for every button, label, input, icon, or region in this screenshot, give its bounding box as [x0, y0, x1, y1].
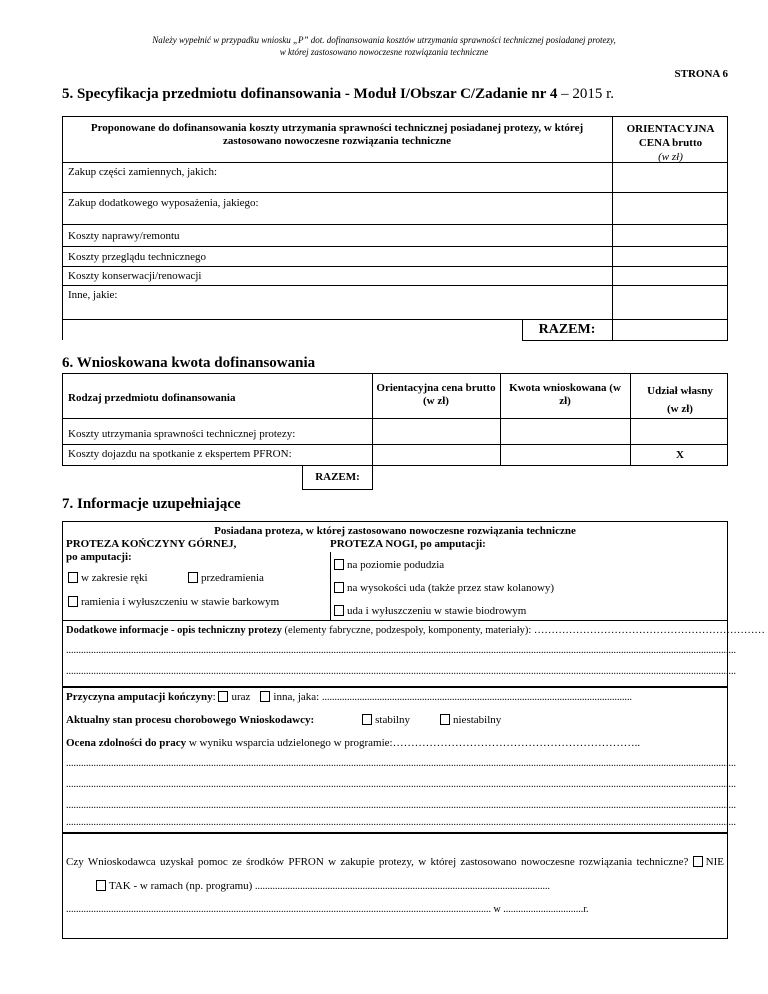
extra-info-line: Dodatkowe informacje - opis techniczny protezy (elementy fabryczne, podzespoły, komponenty, materiały): ………………………………………………………… [66, 625, 765, 636]
section-5-title-year: – 2015 r. [557, 86, 615, 102]
row-other: Inne, jakie: [68, 289, 118, 301]
extra-info-dots-1[interactable]: ............................................................................................................................................................................................................................................................................ [66, 645, 736, 656]
upper-opt-arm[interactable]: ramienia i wyłuszczeniu w stawie barkowym [68, 596, 279, 609]
section-6-col4: Udział własny (w zł) [647, 385, 713, 415]
section-6-col3: Kwota wnioskowana (w zł) [509, 382, 621, 407]
ability-dots-1[interactable]: ............................................................................................................................................................................................................................................................................ [66, 758, 736, 769]
checkbox[interactable] [68, 572, 78, 583]
row-extra-equipment: Zakup dodatkowego wyposażenia, jakiego: [68, 197, 259, 209]
checkbox[interactable] [68, 596, 78, 607]
checkbox[interactable] [96, 880, 106, 891]
ability-line: Ocena zdolności do pracy w wyniku wsparcia udzielonego w programie:………………………………………………………….. [66, 737, 641, 749]
ability-dots-3[interactable]: ............................................................................................................................................................................................................................................................................ [66, 800, 736, 811]
page-header-note [0, 34, 768, 58]
ability-dots-4[interactable]: ............................................................................................................................................................................................................................................................................ [66, 817, 736, 828]
checkbox[interactable] [334, 559, 344, 570]
upper-limb-title: PROTEZA KOŃCZYNY GÓRNEJ, po amputacji: [66, 538, 237, 563]
checkbox[interactable] [218, 691, 228, 702]
upper-opt-hand[interactable]: w zakresie ręki [68, 572, 148, 585]
section-7-title: 7. Informacje uzupełniające [62, 496, 241, 512]
section-6-title: 6. Wnioskowana kwota dofinansowania [62, 355, 316, 371]
section-6-row2-x: X [676, 449, 684, 461]
cause-line: Przyczyna amputacji kończyny: uraz inna, jaka: ............................................................................................................................ [66, 691, 632, 703]
section-5-col2-header: ORIENTACYJNA CENA brutto (w zł) [626, 123, 715, 163]
lower-opt-hip[interactable]: uda i wyłuszczeniu w stawie biodrowym [334, 605, 526, 618]
checkbox[interactable] [188, 572, 198, 583]
row-spare-parts: Zakup części zamiennych, jakich: [68, 166, 218, 178]
checkbox[interactable] [362, 714, 372, 725]
row-maintenance: Koszty konserwacji/renowacji [68, 270, 202, 282]
leg-title: PROTEZA NOGI, po amputacji: [330, 538, 486, 550]
section-5-title-main: 5. Specyfikacja przedmiotu dofinansowania - Moduł I/Obszar C/Zadanie nr 4 [62, 86, 558, 102]
section-6-col1: Rodzaj przedmiotu dofinansowania [68, 392, 236, 404]
section-6-row1: Koszty utrzymania sprawności technicznej protezy: [68, 428, 296, 440]
row-repair: Koszty naprawy/remontu [68, 230, 180, 242]
prosthesis-box-title: Posiadana proteza, w której zastosowano nowoczesne rozwiązania techniczne [214, 525, 576, 537]
checkbox[interactable] [334, 605, 344, 616]
header-line-1: Należy wypełnić w przypadku wniosku „P” dot. dofinansowania kosztów utrzymania sprawności technicznej posiadanej protezy, [152, 35, 616, 45]
pfron-line: .......................................................................................................................................................................... w ................................r. [66, 904, 589, 915]
section-6-col2: Orientacyjna cena brutto (w zł) [376, 382, 496, 407]
extra-info-dots-2[interactable]: ............................................................................................................................................................................................................................................................................ [66, 666, 736, 677]
section-5-total-label: RAZEM: [538, 322, 596, 337]
status-line: Aktualny stan procesu chorobowego Wnioskodawcy: stabilny niestabilny [66, 714, 502, 726]
section-5-title [62, 86, 614, 103]
lower-opt-shin[interactable]: na poziomie podudzia [334, 559, 444, 572]
pfron-question: Czy Wnioskodawca uzyskał pomoc ze środków PFRON w zakupie protezy, w której zastosowano nowoczesne rozwiązania techniczne? NIETAK - w ramach (np. programu) ...................................................................................................................... [66, 856, 724, 892]
section-6-row2: Koszty dojazdu na spotkanie z ekspertem PFRON: [68, 448, 292, 460]
row-inspection: Koszty przeglądu technicznego [68, 251, 207, 263]
section-6-total-label: RAZEM: [315, 471, 360, 483]
checkbox[interactable] [334, 582, 344, 593]
page-number: STRONA 6 [674, 68, 728, 80]
header-line-2: w której zastosowano nowoczesne rozwiązania techniczne [279, 47, 489, 57]
upper-opt-forearm[interactable]: przedramienia [188, 572, 264, 585]
lower-opt-thigh[interactable]: na wysokości uda (także przez staw kolanowy) [334, 582, 554, 595]
section-5-col1-header: Proponowane do dofinansowania koszty utrzymania sprawności technicznej posiadanej protezy, w której zastosowano nowoczesne rozwiązania techniczne [90, 122, 584, 147]
ability-dots-2[interactable]: ............................................................................................................................................................................................................................................................................ [66, 779, 736, 790]
checkbox[interactable] [693, 856, 703, 867]
checkbox[interactable] [440, 714, 450, 725]
checkbox[interactable] [260, 691, 270, 702]
